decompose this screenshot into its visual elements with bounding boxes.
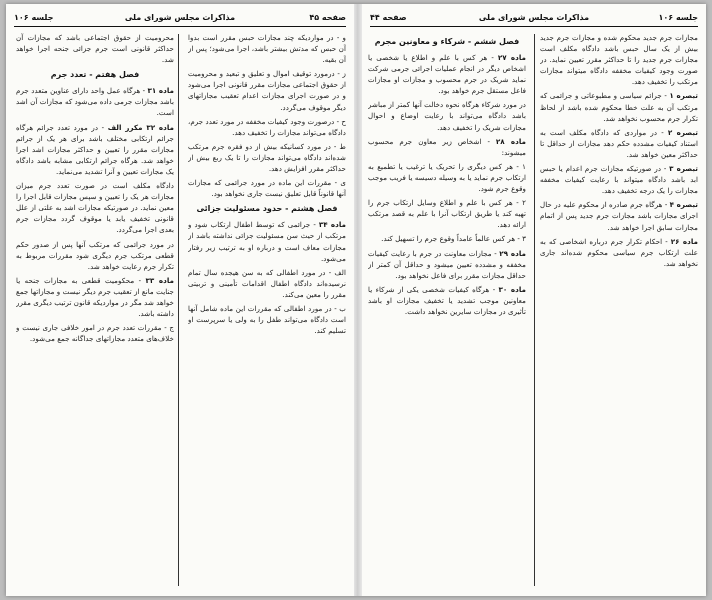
left-page-right-column — [188, 32, 346, 590]
article-text: مجازات معاونت در جرم با رعایت کیفیات مخففه و مشدده تعیین میشود و حداقل آن کمتر از حداقل مجازات مقرر برای فاعل نخواهد بود. — [368, 248, 526, 280]
paragraph: دادگاه مکلف است در صورت تعدد جرم میزان مجازات هر یک را تعیین و سپس مجازات قابل اجرا را معین نماید. در صورتیکه مجازات اشد به علتی از علل قانونی تخفیف یابد یا موقوف گردد مجازات جرم بعدی اجرا می‌گردد. — [16, 181, 174, 235]
article: ماده ۲۶ - احکام تکرار جرم درباره اشخاصی که به علت ارتکاب جرم سیاسی محکوم شده‌اند جاری نخواهد شد. — [540, 236, 698, 268]
left-page-number: صفحه ۴۵ — [309, 13, 346, 22]
article-text: جرائمی که توسط اطفال ارتکاب شود و مرتکب از حیث سن مسئولیت جزائی نداشته باشد از مجازات معاف است و درباره او به ترتیب زیر رفتار می‌شود. — [188, 220, 346, 263]
note-label: تبصره ۳ — [669, 164, 698, 174]
article-text: در مورد تعدد جرائم هرگاه جرائم ارتکابی مختلف باشد برای هر یک از جرائم مجازات مقرر را تعیین و حداکثر مجازات اشد اجرا خواهد شد. هرگاه جرائم ارتکابی مشابه باشد دادگاه یک مجازات تعیین و آنرا تشدید می‌نماید. — [16, 122, 174, 176]
book-gutter — [354, 4, 362, 596]
column-divider — [534, 34, 535, 586]
note-label: تبصره ۴ — [669, 200, 698, 210]
paragraph: در مورد شرکاء هرگاه نحوه دخالت آنها کمتر از مباشر باشد دادگاه می‌تواند با رعایت اوضاع و احوال مجازات شریک را تخفیف دهد. — [368, 100, 526, 132]
note: تبصره ۱ - جرائم سیاسی و مطبوعاتی و جرائمی که مرتکب آن به علت خطا محکوم شده باشد از لحاظ تکرار جرم محسوب نخواهد شد. — [540, 91, 698, 123]
left-page — [6, 4, 354, 596]
article-text: هرگاه عمل واحد دارای عناوین متعدد جرم باشد مجازات جرمی داده می‌شود که مجازات آن اشد است. — [16, 86, 174, 118]
article: ماده ۲۷ - هر کس با علم و اطلاع یا شخصی یا اشخاص دیگر در انجام عملیات اجرائی جرمی شرکت نماید شریک در جرم محسوب و مجازات او مجازات فاعل مستقل جرم خواهد بود. — [368, 53, 526, 96]
book-spread — [6, 4, 706, 596]
right-page-header — [370, 12, 698, 27]
article: ماده ۳۰ - هرگاه کیفیات شخصی یکی از شرکاء یا معاونین موجب تشدید یا تخفیف مجازات او باشد تأثیری در مجازات سایرین نخواهد داشت. — [368, 284, 526, 316]
left-page-title: مذاکرات مجلس شورای ملی — [124, 13, 236, 22]
list-item: ۱ - هر کس دیگری را تحریک یا ترغیب یا تطمیع به ارتکاب جرم نماید یا به وسیله دسیسه یا فریب موجب وقوع جرم شود. — [368, 161, 526, 194]
note-text: در صورتیکه مجازات جرم اعدام یا حبس ابد باشد دادگاه میتواند با رعایت کیفیات مخففه مجازات را یک درجه تخفیف دهد. — [540, 164, 698, 196]
list-item: ۳ - هر کس عالماً عامداً وقوع جرم را تسهیل کند. — [381, 234, 526, 244]
article-text: هرگاه کیفیات شخصی یکی از شرکاء یا معاونین موجب تشدید یا تخفیف مجازات او باشد تأثیری در مجازات سایرین نخواهد داشت. — [368, 284, 526, 316]
note-text: جرائم سیاسی و مطبوعاتی و جرائمی که مرتکب آن به علت خطا محکوم شده باشد از لحاظ تکرار جرم محسوب نخواهد شد. — [540, 91, 698, 123]
note: تبصره ۴ - هرگاه جرم صادره از محکوم علیه در حال اجرای مجازات باشد مجازات جرم جدید پس از اتمام مجازات سابق اجرا خواهد شد. — [540, 200, 698, 232]
article-label: ماده ۳۳ — [145, 275, 174, 285]
right-page-right-column — [540, 32, 698, 590]
paragraph: محرومیت از حقوق اجتماعی باشد که مجازات آن حداکثر قانونی است جرم جزائی جنحه اجرا خواهد شد. — [16, 33, 174, 65]
note: تبصره ۳ - در صورتیکه مجازات جرم اعدام یا حبس ابد باشد دادگاه میتواند با رعایت کیفیات مخففه مجازات را یک درجه تخفیف دهد. — [540, 164, 698, 196]
article-label: ماده ۲۸ — [495, 136, 526, 146]
note-label: تبصره ۱ — [669, 91, 698, 101]
article-label: ماده ۳۰ — [498, 284, 526, 294]
left-page-header — [14, 12, 346, 27]
paragraph: ب - در مورد اطفالی که مقررات این ماده شامل آنها است دادگاه می‌تواند طفل را به ولی یا سرپرست او تسلیم کند. — [188, 303, 346, 336]
article: ماده ۲۹ - مجازات معاونت در جرم با رعایت کیفیات مخففه و مشدده تعیین میشود و حداقل آن کمتر از حداقل مجازات مقرر برای فاعل نخواهد بود. — [368, 248, 526, 280]
left-page-left-column — [16, 32, 174, 590]
right-page-number: صفحه ۴۴ — [370, 13, 407, 22]
article-label: ماده ۳۲ مکرر الف — [107, 122, 174, 132]
article-text: محکومیت قطعی به مجازات جنحه یا جنایت مانع از تعقیب جرم دیگر نیست و مجازاتها جمع خواهد شد مگر در مواردیکه قانون ترتیب دیگری مقرر داشته باشد. — [16, 275, 174, 319]
article-text: هر کس با علم و اطلاع یا شخصی یا اشخاص دیگر در انجام عملیات اجرائی جرمی شرکت نماید شریک در جرم محسوب و مجازات او مجازات فاعل مستقل جرم خواهد بود. — [368, 53, 526, 96]
article: ماده ۳۴ - جرائمی که توسط اطفال ارتکاب شود و مرتکب از حیث سن مسئولیت جزائی نداشته باشد از مجازات معاف است و درباره او به ترتیب زیر رفتار می‌شود. — [188, 220, 346, 263]
right-page-left-column — [368, 32, 526, 590]
column-divider — [178, 34, 179, 586]
paragraph: ح - درصورت وجود کیفیات مخففه در مورد تعدد جرم، دادگاه می‌تواند مجازات را تخفیف دهد. — [188, 116, 346, 137]
paragraph: و - در مواردیکه چند مجازات حبس مقرر است بدوا آن حبس که مدتش بیشتر باشد، اجرا می‌شود؛ پس از آن بقیه. — [188, 33, 346, 65]
note-text: در مواردی که دادگاه مکلف است به استناد کیفیات مشدده حکم دهد مجازات از حداقل تا حداکثر معین خواهد شد. — [540, 127, 698, 159]
list-item: ۲ - هر کس با علم و اطلاع وسایل ارتکاب جرم را تهیه کند یا طریق ارتکاب آنرا با علم به قصد مرتکب ارائه دهد. — [368, 198, 526, 230]
article: ماده ۲۸ - اشخاص زیر معاون جرم محسوب میشوند: — [368, 136, 526, 157]
article-label: ماده ۲۶ — [670, 236, 698, 246]
paragraph: مجازات جرم جدید محکوم شده و مجازات جرم جدید بیش از یک سال حبس باشد دادگاه مکلف است مجازات جرم جدید را تا حداکثر مقرر تعیین نماید. در صورت وجود کیفیات مخففه دادگاه میتواند مجازات مرتکب را تخفیف دهد. — [540, 33, 698, 87]
article-label: ماده ۳۴ — [318, 220, 346, 230]
paragraph: ی - مقررات این ماده در مورد جرائمی که مجازات آنها قانوناً قابل تعلیق نیست جاری نخواهد بود. — [188, 178, 346, 199]
left-page-session: جلسه ۱۰۶ — [14, 13, 54, 22]
article: ماده ۳۳ - محکومیت قطعی به مجازات جنحه یا جنایت مانع از تعقیب جرم دیگر نیست و مجازاتها جمع خواهد شد مگر در مواردیکه قانون ترتیب دیگری مقرر داشته باشد. — [16, 275, 174, 319]
note: تبصره ۲ - در مواردی که دادگاه مکلف است به استناد کیفیات مشدده حکم دهد مجازات از حداقل تا حداکثر معین خواهد شد. — [540, 127, 698, 159]
section-heading: فصل ششم - شرکاء و معاونین مجرم — [374, 37, 520, 46]
article-text: احکام تکرار جرم درباره اشخاصی که به علت ارتکاب جرم سیاسی محکوم شده‌اند جاری نخواهد شد. — [540, 236, 698, 268]
section-heading: فصل هشتم - حدود مسئولیت جزائی — [196, 204, 338, 214]
paragraph: الف - در مورد اطفالی که به سن هیجده سال تمام نرسیده‌اند دادگاه اطفال اقدامات تأمینی و تربیتی مقرر را معین می‌کند. — [188, 267, 346, 299]
right-page-title: مذاکرات مجلس شورای ملی — [478, 13, 590, 22]
article: ماده ۳۲ مکرر الف - در مورد تعدد جرائم هرگاه جرائم ارتکابی مختلف باشد برای هر یک از جرائم مجازات مقرر را تعیین و حداکثر مجازات اشد اجرا خواهد شد. هرگاه جرائم ارتکابی مشابه باشد دادگاه یک مجازات تعیین و آنرا تشدید می‌نماید. — [16, 122, 174, 176]
article-label: ماده ۲۷ — [497, 53, 526, 62]
paragraph: ط - در مورد کسانیکه بیش از دو فقره جرم مرتکب شده‌اند دادگاه می‌تواند مجازات را تا یک ربع بیش از حداکثر مقرر افزایش دهد. — [188, 141, 346, 174]
article-text: اشخاص زیر معاون جرم محسوب میشوند: — [368, 136, 526, 157]
article-label: ماده ۲۹ — [499, 248, 526, 258]
right-page — [362, 4, 706, 596]
paragraph: در مورد جرائمی که مرتکب آنها پس از صدور حکم قطعی مرتکب جرم دیگری شود مقررات مربوط به تکرار جرم رعایت خواهد شد. — [16, 239, 174, 271]
right-page-session: جلسه ۱۰۶ — [658, 13, 698, 22]
note-label: تبصره ۲ — [667, 127, 698, 137]
article-label: ماده ۳۱ — [147, 86, 174, 96]
section-heading: فصل هفتم - تعدد جرم — [50, 70, 140, 80]
article: ماده ۳۱ - هرگاه عمل واحد دارای عناوین متعدد جرم باشد مجازات جرمی داده می‌شود که مجازات آن اشد است. — [16, 86, 174, 118]
paragraph: ز - درمورد توقیف اموال و تعلیق و تبعید و محرومیت از حقوق اجتماعی مجازات مقرر قانونی اجرا می‌شود و در صورت اجرای مجازات اعدام تعقیب مجازاتهای دیگر موقوف می‌گردد. — [188, 69, 346, 112]
paragraph: ج - مقررات تعدد جرم در امور خلافی جاری نیست و خلاف‌های متعدد مجازاتهای جداگانه جمع می‌شود. — [16, 323, 174, 344]
note-text: هرگاه جرم صادره از محکوم علیه در حال اجرای مجازات باشد مجازات جرم جدید پس از اتمام مجازات سابق اجرا خواهد شد. — [540, 200, 698, 232]
